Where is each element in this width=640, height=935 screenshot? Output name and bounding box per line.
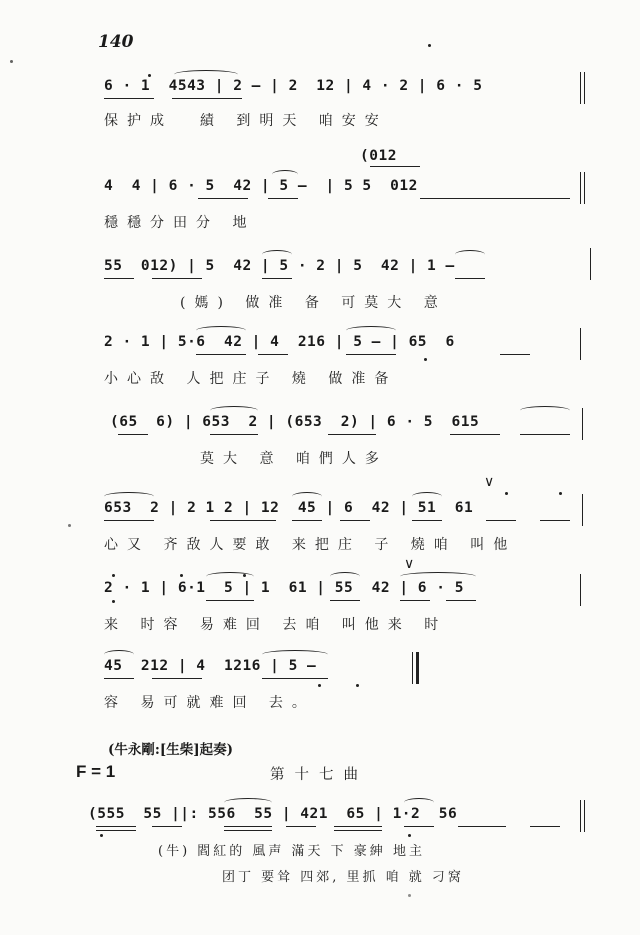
notation-prefix: (012	[360, 148, 397, 164]
breath-mark: ∨	[484, 474, 495, 490]
notation-line: 2 · 1 | 5·6 42 | 4 216 | 5 — | 65 6	[104, 334, 455, 350]
lyrics-line: 容 易可就难回 去。	[104, 695, 315, 711]
notation-line: 45 212 | 4 1216 | 5 —	[104, 658, 317, 674]
lyrics-line: 来 时容 易难回 去咱 叫他来 时	[104, 617, 448, 633]
notation-line: 4 4 | 6 · 5 42 | 5 — | 5 5 012	[104, 178, 418, 194]
section-title: 第十七曲	[270, 767, 368, 783]
notation-line: 6 · 1 4543 | 2 — | 2 12 | 4 · 2 | 6 · 5	[104, 78, 483, 94]
instrument-cue: (牛永剛:[生柴]起奏)	[108, 742, 234, 758]
breath-mark: ∨	[404, 556, 415, 572]
lyrics-line: 保护成 績 到明天 咱安安	[104, 113, 388, 129]
lyrics-line: 穩穩分田分 地	[104, 215, 256, 231]
lyrics-line: (媽) 做准 备 可莫大 意	[180, 295, 447, 311]
notation-line: 2 · 1 | 6·1 5 | 1 61 | 55 42 | 6 · 5	[104, 580, 464, 596]
lyrics-line: 心又 齐敌人要敢 来把庄 子 燒咱 叫他	[104, 537, 517, 553]
notation-line: 653 2 | 2 1 2 | 12 45 | 6 42 | 51 61	[104, 500, 474, 516]
page-number: 140	[98, 32, 134, 52]
notation-line: (65 6) | 653 2 | (653 2) | 6 · 5 615	[110, 414, 480, 430]
lyrics-line-1: (牛) 閻紅的 風声 滿天 下 豪紳 地主	[158, 844, 425, 859]
lyrics-line: 莫大 意 咱們人多	[200, 451, 388, 467]
notation-line: (555 55 ||: 556 55 | 421 65 | 1·2 56	[88, 806, 458, 822]
lyrics-line: 小心敌 人把庄子 燒 做准备	[104, 371, 398, 387]
key-signature: F = 1	[76, 762, 116, 781]
lyrics-line-2: 团丁 要耸 四郊, 里抓 咱 就 刁窝	[222, 870, 464, 885]
notation-line: 55 012) | 5 42 | 5 · 2 | 5 42 | 1 —	[104, 258, 455, 274]
